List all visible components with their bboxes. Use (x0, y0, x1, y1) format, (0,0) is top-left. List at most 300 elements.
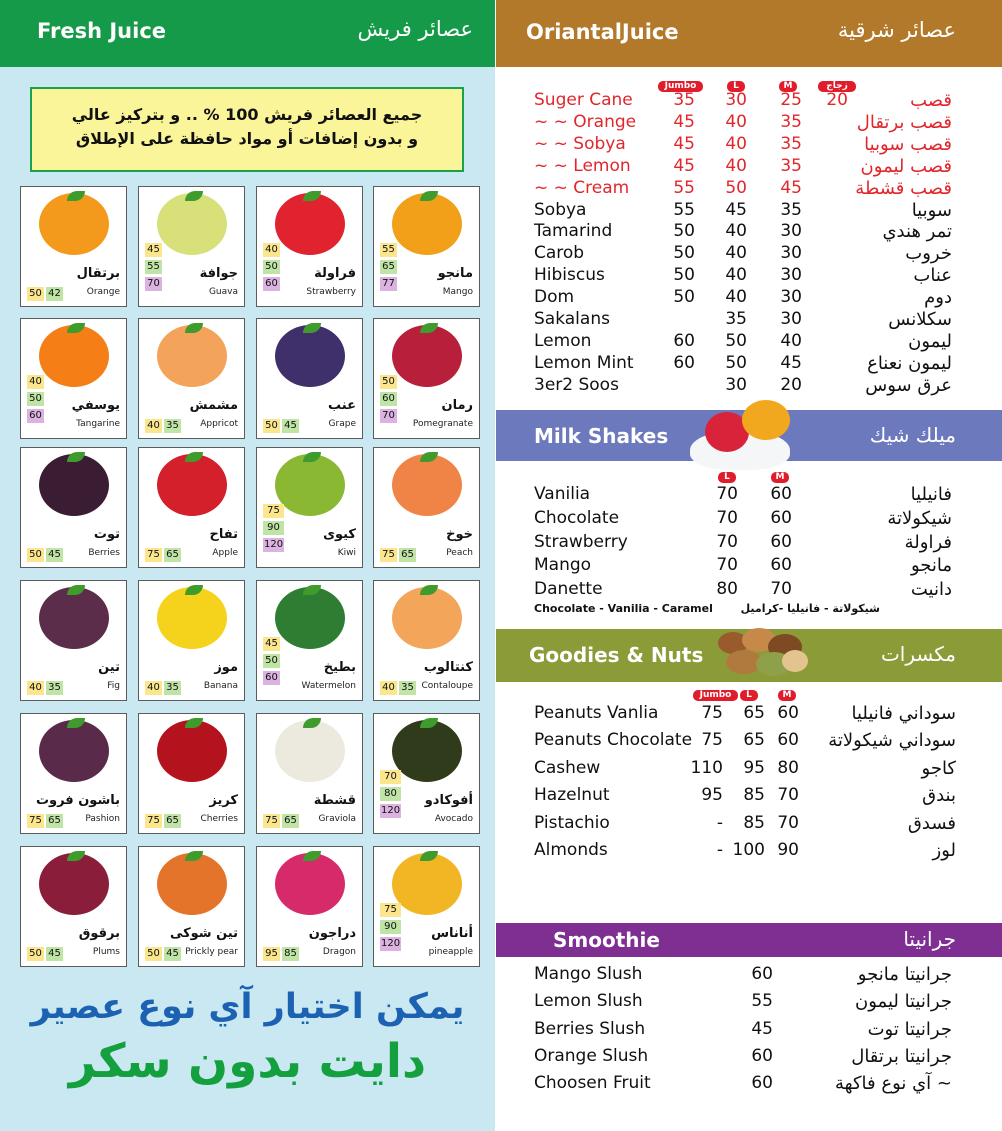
oriental-title-en: OriantalJuice (526, 20, 679, 44)
price-tag: 90 (263, 521, 284, 535)
fruit-name-ar: توت (93, 527, 120, 542)
item-name-ar: عناب (913, 265, 952, 287)
item-price-m: 60 (770, 531, 792, 552)
oriental-juice-header (496, 0, 1002, 67)
price-tag: 55 (380, 243, 397, 257)
item-price: 45 (751, 1018, 773, 1039)
item-price-p3: 30 (780, 265, 802, 286)
item-price: 55 (751, 991, 773, 1012)
item-name-en: Carob (534, 243, 585, 264)
size-label: L (727, 81, 745, 92)
item-price-m: 70 (777, 785, 799, 806)
size-label: M (779, 81, 797, 92)
item-name-ar: سوداني شيكولاتة (828, 730, 956, 752)
item-name-en: Hazelnut (534, 785, 610, 806)
item-name-en: Sobya (534, 199, 587, 220)
smoothie-header (496, 923, 1002, 957)
item-name-ar: ~ آي نوع فاكهة (835, 1073, 952, 1095)
item-name-ar: تمر هندي (882, 221, 952, 243)
item-price-m: 60 (770, 484, 792, 504)
fruit-name-en: Banana (203, 681, 238, 691)
item-price-m: 60 (777, 730, 799, 751)
size-label: M (778, 690, 796, 701)
item-name-ar: جرانيتا مانجو (857, 964, 952, 985)
item-name-en: Lemon Mint (534, 352, 634, 373)
fruit-name-en: Graviola (318, 814, 356, 824)
fruit-name-en: pineapple (428, 947, 473, 957)
price-tag: 45 (164, 947, 181, 961)
fruit-name-ar: أفوكادو (424, 793, 473, 808)
oriental-item-row (0, 375, 1002, 397)
fruit-name-en: Tangarine (76, 419, 120, 429)
item-price-jumbo: 75 (701, 703, 723, 723)
item-name-ar: فانيليا (910, 484, 952, 505)
oriental-item-row (0, 353, 1002, 375)
price-tag: 120 (264, 539, 284, 550)
item-price-p1: 45 (673, 155, 695, 176)
item-price-p1: 60 (673, 330, 695, 351)
item-price-p3: 35 (780, 111, 802, 132)
price-tag: 65 (380, 260, 397, 274)
price-tag: 75 (380, 903, 401, 917)
milk-title-en: Milk Shakes (534, 424, 669, 448)
smoothie-item-row (0, 1019, 1002, 1041)
fruit-name-ar: مانجو (437, 266, 473, 281)
fruit-name-ar: باشون فروت (35, 793, 120, 808)
item-price-p2: 40 (725, 155, 747, 176)
fruit-name-en: Kiwi (337, 548, 356, 558)
fruit-name-ar: دراجون (308, 926, 356, 941)
item-name-en: Hibiscus (534, 265, 605, 286)
item-name-en: Suger Cane (534, 90, 633, 110)
oriental-item-row (0, 90, 1002, 112)
item-price-p3: 30 (780, 221, 802, 242)
oriental-item-row (0, 134, 1002, 156)
fruit-name-ar: كيوى (323, 527, 356, 542)
milk-item-row (0, 579, 1002, 601)
item-price-l: 85 (743, 785, 765, 806)
item-name-ar: مانجو (910, 555, 952, 577)
item-name-en: Peanuts Vanlia (534, 703, 659, 723)
size-label: Jumbo (658, 81, 703, 92)
oriental-title-ar: عصائر شرقية (837, 18, 956, 42)
oriental-item-row (0, 243, 1002, 265)
price-tag: 60 (27, 409, 44, 423)
price-tag: 60 (263, 671, 280, 685)
item-name-ar: سوبيا (911, 199, 952, 221)
item-name-ar: شيكولاتة (887, 507, 952, 529)
item-price-l: 100 (732, 840, 765, 860)
danette-note-en: Chocolate - Vanilia - Caramel (534, 602, 713, 615)
item-name-ar: فسدق (907, 812, 956, 834)
oriental-item-row (0, 178, 1002, 200)
fruit-name-ar: موز (214, 660, 238, 675)
fruit-name-en: Pomegranate (412, 419, 473, 429)
item-price-m: 70 (770, 579, 792, 600)
item-name-ar: قصب قشطة (855, 177, 952, 199)
item-price-p3: 35 (780, 199, 802, 220)
smoothie-item-row (0, 991, 1002, 1013)
price-tag: 40 (145, 681, 162, 695)
price-tag: 75 (380, 548, 397, 562)
price-tag: 40 (380, 681, 397, 695)
price-tag: 35 (399, 681, 416, 695)
oriental-item-row (0, 265, 1002, 287)
item-price-p1: 60 (673, 352, 695, 373)
fruit-name-ar: كنتالوب (423, 660, 473, 675)
fruit-name-en: Grape (328, 419, 356, 429)
fruit-name-en: Watermelon (301, 681, 356, 691)
item-name-en: ~ ~ Sobya (534, 133, 626, 154)
price-tag: 50 (263, 654, 280, 668)
item-price-p2: 40 (725, 287, 747, 308)
milk-item-row (0, 508, 1002, 530)
notice-line-1: جميع العصائر فريش 100 % .. و بتركيز عالي (71, 105, 423, 124)
item-price-p2: 50 (725, 330, 747, 351)
item-price-l: 70 (716, 484, 738, 504)
item-name-ar: ليمون نعناع (867, 352, 952, 374)
fruit-prices (27, 681, 63, 695)
item-price-jumbo: 110 (690, 757, 723, 778)
item-price-m: 60 (770, 507, 792, 528)
oriental-item-row (0, 331, 1002, 353)
fruit-name-ar: كريز (209, 793, 238, 808)
price-tag: 120 (381, 938, 401, 949)
diet-line-1: يمكن اختيار آي نوع عصير (30, 987, 465, 1027)
item-price-l: 65 (743, 730, 765, 751)
item-price-p1: 45 (673, 133, 695, 154)
fruit-name-ar: يوسفي (71, 398, 120, 413)
price-tag: 45 (145, 243, 162, 257)
fruit-name-ar: تين (98, 660, 120, 675)
fruit-prices (380, 681, 416, 695)
price-tag: 90 (380, 920, 401, 934)
item-price-p2: 40 (725, 111, 747, 132)
item-name-ar: قصب برتقال (856, 111, 952, 133)
fruit-name-ar: برقوق (78, 926, 120, 941)
price-tag: 70 (380, 770, 401, 784)
size-label: M (771, 472, 789, 483)
fruit-name-ar: تفاح (209, 527, 238, 542)
price-tag: 40 (145, 419, 162, 433)
item-name-en: Vanilia (534, 484, 591, 504)
fruit-name-ar: عنب (328, 398, 356, 413)
price-tag: 95 (263, 947, 280, 961)
price-tag: 75 (263, 814, 280, 828)
item-price-p2: 40 (725, 243, 747, 264)
size-label: Jumbo (693, 690, 738, 701)
item-price-p2: 35 (725, 309, 747, 329)
fruit-name-en: Orange (86, 287, 120, 297)
item-name-ar: قصب (910, 90, 952, 111)
item-price-l: 70 (716, 507, 738, 528)
item-name-en: Pistachio (534, 812, 610, 833)
item-price-p2: 50 (725, 177, 747, 198)
size-label: L (718, 472, 736, 483)
item-price-p2: 30 (725, 90, 747, 110)
diet-line-2: دايت بدون سكر (68, 1034, 427, 1089)
fruit-prices (263, 947, 299, 961)
fruit-card (20, 846, 127, 967)
fruit-prices (145, 681, 181, 695)
price-tag: 50 (263, 260, 280, 274)
fruit-name-en: Avocado (434, 814, 473, 824)
price-tag: 77 (380, 277, 397, 291)
price-tag: 50 (27, 947, 44, 961)
item-name-ar: بندق (922, 785, 956, 807)
item-price-l: 70 (716, 531, 738, 552)
item-price-p3: 45 (780, 352, 802, 373)
fruit-name-en: Dragon (322, 947, 356, 957)
item-name-ar: قصب سوبيا (864, 133, 952, 155)
fruit-name-en: Guava (208, 287, 238, 297)
item-price-l: 85 (743, 812, 765, 833)
item-name-ar: لوز (932, 840, 956, 861)
price-tag: 70 (380, 409, 397, 423)
item-price-jumbo: 95 (701, 785, 723, 806)
fruit-name-ar: تين شوكى (169, 926, 238, 941)
item-name-ar: خروب (905, 243, 952, 265)
fruit-name-en: Mango (442, 287, 473, 297)
goodies-item-row (0, 813, 1002, 835)
fruit-prices (263, 419, 299, 433)
item-name-en: ~ ~ Orange (534, 111, 637, 132)
item-name-en: 3er2 Soos (534, 374, 619, 395)
item-name-en: Chocolate (534, 507, 620, 528)
fruit-name-ar: بطيخ (323, 660, 356, 675)
fruit-image (275, 853, 345, 915)
price-tag: 75 (145, 814, 162, 828)
oriental-item-row (0, 287, 1002, 309)
item-price-p2: 40 (725, 265, 747, 286)
item-price: 60 (751, 1073, 773, 1094)
item-name-en: Mango (534, 555, 592, 576)
item-price-l: 70 (716, 555, 738, 576)
item-name-en: ~ ~ Lemon (534, 155, 631, 176)
goodies-title-ar: مكسرات (880, 642, 956, 666)
item-price-p2: 40 (725, 133, 747, 154)
price-tag: 50 (27, 392, 44, 406)
oriental-item-row (0, 200, 1002, 222)
size-label: L (740, 690, 758, 701)
oriental-item-row (0, 309, 1002, 331)
goodies-item-row (0, 758, 1002, 780)
oriental-item-row (0, 221, 1002, 243)
item-price-m: 60 (777, 703, 799, 723)
item-price-m: 60 (770, 555, 792, 576)
item-name-en: Mango Slush (534, 964, 643, 984)
fruit-name-en: Fig (107, 681, 120, 691)
notice-line-2: و بدون إضافات أو مواد حافظة على الإطلاق (75, 129, 419, 148)
item-price-p3: 30 (780, 243, 802, 264)
item-price-m: 70 (777, 812, 799, 833)
milk-item-row (0, 484, 1002, 506)
item-name-ar: عرق سوس (865, 374, 952, 396)
item-name-ar: دانيت (910, 579, 952, 601)
item-name-en: ~ ~ Cream (534, 177, 630, 198)
item-name-ar: جرانيتا برتقال (851, 1045, 952, 1067)
fruit-card (138, 846, 245, 967)
goodies-item-row (0, 703, 1002, 725)
item-price-m: 90 (777, 840, 799, 860)
item-price-p2: 40 (725, 221, 747, 242)
price-tag: 42 (46, 287, 63, 301)
item-price-p1: 50 (673, 221, 695, 242)
fruit-image (392, 853, 462, 915)
price-tag: 35 (164, 419, 181, 433)
item-price-jumbo: - (716, 840, 723, 860)
price-tag: 55 (145, 260, 162, 274)
item-name-ar: كاجو (921, 757, 956, 779)
size-label: زجاج (818, 81, 856, 92)
smoothie-item-row (0, 964, 1002, 986)
item-name-ar: سكلانس (888, 309, 952, 330)
price-tag: 50 (27, 287, 44, 301)
fruit-card (373, 846, 480, 967)
price-tag: 120 (381, 805, 401, 816)
fruit-name-en: Cherries (200, 814, 238, 824)
item-price-l: 80 (716, 579, 738, 600)
item-price-jumbo: 75 (701, 730, 723, 751)
price-tag: 50 (380, 375, 397, 389)
item-price-l: 65 (743, 703, 765, 723)
oriental-item-row (0, 156, 1002, 178)
item-name-ar: ليمون (908, 330, 952, 352)
item-price-p2: 50 (725, 352, 747, 373)
item-name-ar: دوم (924, 287, 952, 309)
price-tag: 85 (282, 947, 299, 961)
fruit-prices (145, 947, 181, 961)
fruit-name-en: Strawberry (306, 287, 356, 297)
price-tag: 60 (263, 277, 280, 291)
price-tag: 45 (282, 419, 299, 433)
item-price-l: 95 (743, 757, 765, 778)
item-price-p1: 50 (673, 265, 695, 286)
price-tag: 65 (282, 814, 299, 828)
price-tag: 70 (145, 277, 162, 291)
item-price-m: 80 (777, 757, 799, 778)
price-tag: 40 (263, 243, 280, 257)
price-tag: 45 (46, 947, 63, 961)
item-price-p1: 55 (673, 177, 695, 198)
smoothie-item-row (0, 1073, 1002, 1095)
fruit-image (157, 853, 227, 915)
item-price-p1: 55 (673, 199, 695, 220)
fruit-prices (263, 637, 280, 685)
fruit-name-en: Prickly pear (185, 947, 238, 957)
price-tag: 40 (27, 375, 44, 389)
item-name-ar: سوداني فانيليا (851, 703, 956, 724)
item-name-en: Berries Slush (534, 1018, 646, 1039)
smoothie-item-row (0, 1046, 1002, 1068)
price-tag: 65 (164, 548, 181, 562)
item-price-p3: 35 (780, 133, 802, 154)
item-name-en: Sakalans (534, 309, 610, 329)
fruit-name-en: Appricot (200, 419, 238, 429)
item-price: 60 (751, 964, 773, 984)
fruit-name-en: Peach (446, 548, 473, 558)
item-name-en: Danette (534, 579, 603, 600)
price-tag: 75 (145, 548, 162, 562)
item-price-p4: 20 (826, 90, 848, 110)
milk-title-ar: ميلك شيك (869, 423, 956, 447)
fruit-name-ar: فراولة (314, 266, 356, 281)
item-price-p1: 50 (673, 243, 695, 264)
fruit-name-ar: قشطة (313, 793, 356, 808)
fruit-name-ar: أناناس (431, 926, 473, 941)
fruit-name-en: Contaloupe (421, 681, 473, 691)
price-tag: 75 (263, 504, 284, 518)
price-tag: 65 (399, 548, 416, 562)
fruit-name-en: Pashion (85, 814, 120, 824)
price-tag: 65 (46, 814, 63, 828)
fresh-juice-header (0, 0, 495, 67)
fruit-prices (380, 903, 401, 951)
item-price-p3: 20 (780, 374, 802, 395)
item-name-en: Orange Slush (534, 1045, 649, 1066)
item-name-en: Cashew (534, 757, 601, 778)
fruit-name-ar: برتقال (76, 266, 120, 281)
goodies-item-row (0, 785, 1002, 807)
fruit-prices (145, 419, 181, 433)
price-tag: 40 (27, 681, 44, 695)
price-tag: 50 (27, 548, 44, 562)
price-tag: 65 (164, 814, 181, 828)
item-name-en: Lemon Slush (534, 991, 643, 1012)
item-name-en: Dom (534, 287, 575, 308)
item-name-ar: جرانيتا ليمون (855, 991, 952, 1013)
price-tag: 35 (46, 681, 63, 695)
item-price-jumbo: - (716, 812, 723, 833)
fruit-prices (27, 947, 63, 961)
item-price-p2: 45 (725, 199, 747, 220)
price-tag: 80 (380, 787, 401, 801)
item-name-en: Lemon (534, 330, 592, 351)
fruit-name-en: Plums (92, 947, 120, 957)
item-name-en: Choosen Fruit (534, 1073, 651, 1094)
goodies-item-row (0, 730, 1002, 752)
item-price-p1: 50 (673, 287, 695, 308)
goodies-item-row (0, 840, 1002, 862)
milk-item-row (0, 532, 1002, 554)
price-tag: 60 (380, 392, 397, 406)
item-name-en: Peanuts Chocolate (534, 730, 693, 751)
fruit-name-en: Apple (212, 548, 238, 558)
item-price-p1: 35 (673, 90, 695, 110)
item-name-ar: جرانيتا توت (867, 1018, 952, 1040)
item-name-ar: قصب ليمون (860, 155, 952, 177)
price-tag: 45 (263, 637, 280, 651)
item-name-en: Tamarind (534, 221, 613, 242)
smoothie-title-ar: جرانيتا (903, 927, 956, 951)
price-tag: 75 (27, 814, 44, 828)
item-price-p1: 45 (673, 111, 695, 132)
fresh-juice-title-en: Fresh Juice (37, 19, 167, 43)
item-price-p3: 45 (780, 177, 802, 198)
milk-item-row (0, 555, 1002, 577)
price-tag: 50 (145, 947, 162, 961)
price-tag: 35 (164, 681, 181, 695)
fruit-name-ar: رمان (441, 398, 473, 413)
item-price-p2: 30 (725, 374, 747, 395)
fruit-name-ar: جوافة (199, 266, 238, 281)
item-price-p3: 40 (780, 330, 802, 351)
item-name-en: Almonds (534, 840, 608, 860)
smoothie-title-en: Smoothie (553, 928, 660, 952)
item-name-en: Strawberry (534, 531, 628, 552)
oriental-item-row (0, 112, 1002, 134)
item-price-p3: 35 (780, 155, 802, 176)
